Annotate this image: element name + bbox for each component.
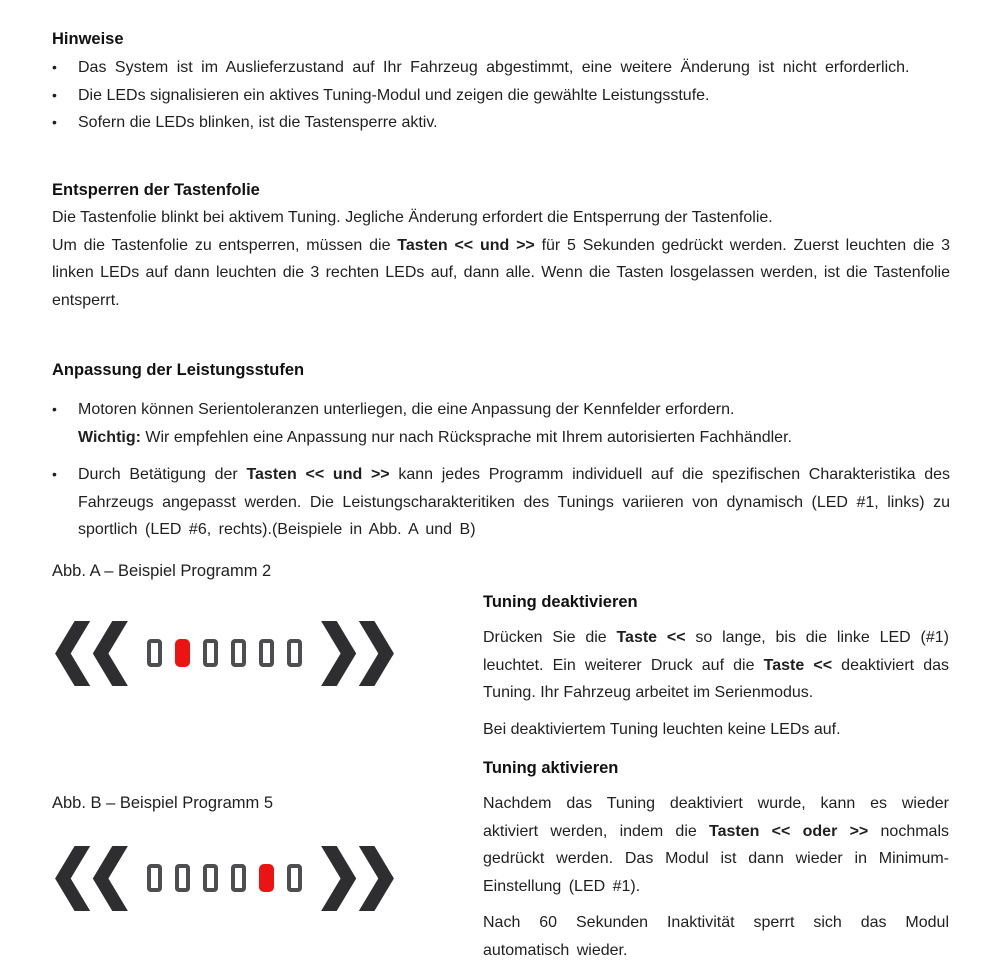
bullet-marker: • xyxy=(52,466,57,482)
bullet-text: Das System ist im Auslieferzustand auf Ihr Fahrzeug abgestimmt, eine weitere Änderung ist nicht erforderlich. xyxy=(78,59,910,76)
list-item xyxy=(52,109,950,137)
bullet-line: Wichtig: Wir empfehlen eine Anpassung nur nach Rücksprache mit Ihrem autorisierten Fachhändler. xyxy=(78,428,792,446)
bullet-marker: • xyxy=(52,114,57,130)
bullet-text xyxy=(78,396,950,451)
led-indicator-off xyxy=(287,639,302,667)
led-indicator-off xyxy=(259,639,274,667)
led-indicator-off xyxy=(231,639,246,667)
led-indicator-on xyxy=(175,639,190,667)
subheading-tuning-aktivieren: Tuning aktivieren xyxy=(483,759,619,777)
section-hinweise xyxy=(52,26,950,137)
bullet-text: Durch Betätigung der Tasten << und >> kann jedes Programm individuell auf die spezifischen Charakteristika des Fahrzeugs angepasst werden. Die Leistungscharakteritiken des Tunings variieren von dynamisch (LED #1, links) zu sportlich (LED #6, rechts).(Beispiele in Abb. A und B) xyxy=(78,466,951,538)
section-heading-entsperren: Entsperren der Tastenfolie xyxy=(52,181,260,199)
subheading-tuning-deaktivieren: Tuning deaktivieren xyxy=(483,593,638,611)
subsection-deaktivieren xyxy=(483,589,949,743)
paragraph: Drücken Sie die Taste << so lange, bis die linke LED (#1) leuchtet. Ein weiterer Druck auf die Taste << deaktiviert das Tuning. Ihr Fahrzeug arbeitet im Serienmodus. xyxy=(483,629,950,701)
section-anpassung xyxy=(52,357,950,544)
paragraph: Nach 60 Sekunden Inaktivität sperrt sich das Modul automatisch wieder. xyxy=(483,914,949,959)
paragraph: Die Tastenfolie blinkt bei aktivem Tuning. Jegliche Änderung erfordert die Entsperrung der Tastenfolie. xyxy=(52,209,773,226)
led-indicator-off xyxy=(287,864,302,892)
bullet-marker: • xyxy=(52,59,57,75)
bullet-marker: • xyxy=(52,86,57,103)
figure-a-label: Abb. A – Beispiel Programm 2 xyxy=(52,562,272,580)
led-indicator-off xyxy=(147,639,162,667)
figure-b-label: Abb. B – Beispiel Programm 5 xyxy=(52,794,274,812)
figure-b-led-graphic xyxy=(55,843,394,913)
figure-a-led-graphic xyxy=(55,618,394,688)
bullet-text: Sofern die LEDs blinken, ist die Tastensperre aktiv. xyxy=(78,114,438,131)
hinweise-bullet-list xyxy=(52,54,950,137)
bullet-line: Motoren können Serientoleranzen unterliegen, die eine Anpassung der Kennfelder erfordern. xyxy=(78,401,735,418)
paragraph: Bei deaktiviertem Tuning leuchten keine LEDs auf. xyxy=(483,720,841,738)
double-chevron-left-icon xyxy=(55,621,128,686)
led-indicator-off xyxy=(203,639,218,667)
list-item xyxy=(52,54,950,82)
section-heading-hinweise: Hinweise xyxy=(52,30,124,48)
right-column xyxy=(483,589,949,964)
list-item xyxy=(52,461,950,544)
anpassung-bullet-list xyxy=(52,396,950,544)
list-item xyxy=(52,396,950,451)
section-heading-anpassung: Anpassung der Leistungsstufen xyxy=(52,361,305,379)
subsection-aktivieren xyxy=(483,755,949,964)
section-entsperren xyxy=(52,177,950,314)
paragraph: Nachdem das Tuning deaktiviert wurde, kann es wieder aktiviert werden, indem die Tasten << oder >> nochmals gedrückt werden. Das Modul ist dann wieder in Minimum-Einstellung (LED #1). xyxy=(483,795,950,895)
led-indicator-off xyxy=(231,864,246,892)
bullet-text: Die LEDs signalisieren ein aktives Tuning-Modul und zeigen die gewählte Leistungsstufe. xyxy=(78,86,710,104)
paragraph: Um die Tastenfolie zu entsperren, müssen die Tasten << und >> für 5 Sekunden gedrückt werden. Zuerst leuchten die 3 linken LEDs auf dann leuchten die 3 rechten LEDs auf, dann alle. Wenn die Tasten losgelassen werden, ist die Tastenfolie entsperrt. xyxy=(52,236,951,309)
led-strip xyxy=(147,639,302,667)
list-item xyxy=(52,82,950,110)
led-indicator-off xyxy=(203,864,218,892)
double-chevron-left-icon xyxy=(55,846,128,911)
bullet-marker: • xyxy=(52,401,57,417)
led-indicator-off xyxy=(147,864,162,892)
double-chevron-right-icon xyxy=(321,846,394,911)
led-indicator-off xyxy=(175,864,190,892)
double-chevron-right-icon xyxy=(321,621,394,686)
led-indicator-on xyxy=(259,864,274,892)
led-strip xyxy=(147,864,302,892)
